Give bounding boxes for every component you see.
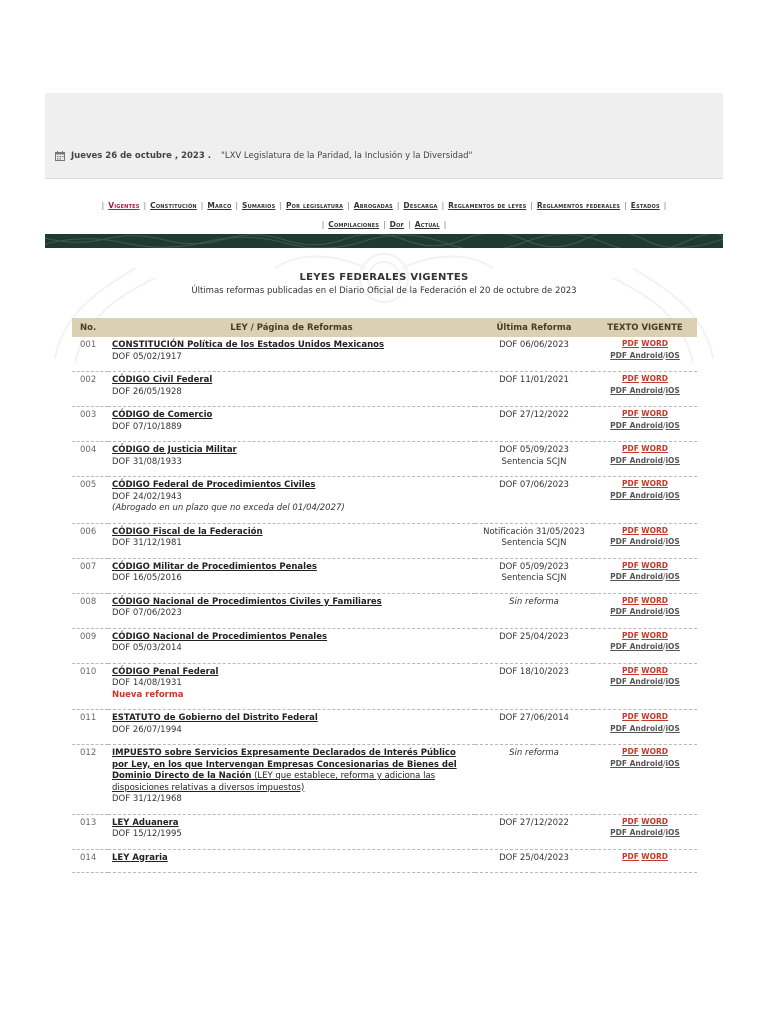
publication-date: DOF 16/05/2016 bbox=[112, 573, 182, 583]
current-date: Jueves 26 de octubre , 2023 . bbox=[71, 151, 211, 161]
last-reform-line: Notificación 31/05/2023 bbox=[483, 526, 585, 537]
link-slash: / bbox=[662, 677, 666, 686]
table-row bbox=[72, 745, 697, 815]
link-slash: / bbox=[662, 455, 666, 465]
word-link[interactable]: WORD bbox=[641, 525, 668, 535]
nav-link-constituci-n[interactable]: Constitución bbox=[150, 201, 197, 210]
last-reform bbox=[475, 593, 593, 628]
law-link[interactable] bbox=[112, 562, 317, 572]
last-reform bbox=[475, 849, 593, 873]
publication-date: DOF 31/12/1968 bbox=[112, 794, 182, 804]
link-slash: / bbox=[662, 607, 666, 616]
pdf-android-link[interactable]: PDF Android bbox=[610, 572, 663, 581]
table-row bbox=[72, 849, 697, 873]
law-name: de Gobierno del Distrito Federal bbox=[160, 713, 318, 723]
law-link[interactable] bbox=[112, 527, 263, 537]
download-line-2 bbox=[597, 420, 693, 432]
pdf-link[interactable]: PDF bbox=[622, 665, 639, 675]
texto-vigente-links bbox=[593, 407, 697, 442]
texto-vigente-links bbox=[593, 442, 697, 477]
law-number: 003 bbox=[72, 407, 108, 442]
header-ultima-reforma: Última Reforma bbox=[475, 318, 593, 337]
word-link[interactable]: WORD bbox=[641, 409, 668, 418]
law-name: de Justicia Militar bbox=[149, 445, 237, 455]
link-slash: / bbox=[662, 350, 666, 360]
download-line-2 bbox=[597, 758, 693, 770]
table-row bbox=[72, 628, 697, 663]
download-line-2 bbox=[597, 641, 693, 653]
word-link[interactable]: WORD bbox=[641, 816, 668, 826]
last-reform bbox=[475, 523, 593, 558]
nav-separator: | bbox=[143, 201, 147, 210]
nav-separator: | bbox=[624, 201, 627, 210]
last-reform-line: DOF 27/12/2022 bbox=[499, 817, 569, 828]
pdf-android-link[interactable]: PDF Android bbox=[610, 490, 663, 500]
header-ley: LEY / Página de Reformas bbox=[108, 318, 475, 337]
last-reform-line: DOF 06/06/2023 bbox=[499, 340, 569, 350]
law-link[interactable] bbox=[112, 713, 318, 723]
publication-date: DOF 26/05/1928 bbox=[112, 386, 182, 397]
nav-link-estados[interactable]: Estados bbox=[630, 201, 660, 210]
pdf-link[interactable]: PDF bbox=[622, 595, 639, 605]
law-cell bbox=[108, 523, 475, 558]
link-slash: / bbox=[662, 758, 666, 768]
law-link[interactable] bbox=[112, 853, 168, 863]
nav-link-compilaciones[interactable]: Compilaciones bbox=[328, 220, 380, 229]
law-name: Penal Federal bbox=[149, 666, 219, 677]
table-row bbox=[72, 477, 697, 524]
law-cell bbox=[108, 407, 475, 442]
table-row bbox=[72, 337, 697, 372]
law-number: 001 bbox=[72, 337, 108, 372]
laws-table-body bbox=[72, 337, 697, 873]
law-number: 006 bbox=[72, 523, 108, 558]
new-reform-badge[interactable]: Nueva reforma bbox=[112, 689, 184, 700]
law-number: 004 bbox=[72, 442, 108, 477]
last-reform-line: DOF 07/06/2023 bbox=[499, 480, 569, 490]
law-link[interactable] bbox=[112, 632, 327, 642]
texto-vigente-links bbox=[593, 558, 697, 593]
law-link[interactable] bbox=[112, 375, 212, 385]
law-keyword: CÓDIGO bbox=[112, 666, 150, 677]
law-keyword: CÓDIGO bbox=[112, 596, 150, 607]
law-cell bbox=[108, 442, 475, 477]
law-number: 012 bbox=[72, 745, 108, 815]
law-number: 009 bbox=[72, 628, 108, 663]
download-line-1 bbox=[597, 443, 693, 455]
download-line-1 bbox=[597, 373, 693, 385]
pdf-android-link[interactable]: PDF Android bbox=[610, 677, 663, 686]
pdf-android-link[interactable]: PDF Android bbox=[610, 828, 663, 837]
legislature-text: "LXV Legislatura de la Paridad, la Inclusión y la Diversidad" bbox=[220, 151, 473, 161]
last-reform-line: DOF 27/06/2014 bbox=[499, 713, 569, 723]
pdf-android-link[interactable]: PDF Android bbox=[610, 420, 663, 430]
word-link[interactable]: WORD bbox=[641, 712, 668, 721]
last-reform-line: Sin reforma bbox=[509, 748, 559, 758]
header-band bbox=[45, 93, 723, 179]
law-name: Civil Federal bbox=[149, 375, 213, 385]
pdf-link[interactable]: PDF bbox=[622, 712, 639, 721]
ios-link[interactable]: iOS bbox=[665, 490, 680, 500]
ios-link[interactable]: iOS bbox=[665, 385, 680, 395]
pdf-android-link[interactable]: PDF Android bbox=[610, 723, 663, 733]
law-name: Política de los Estados Unidos Mexicanos bbox=[184, 340, 385, 350]
nav-separator: | bbox=[663, 201, 667, 210]
word-link[interactable]: WORD bbox=[641, 630, 668, 640]
header-no: No. bbox=[72, 318, 108, 337]
law-keyword: CÓDIGO bbox=[112, 480, 150, 490]
ios-link[interactable]: iOS bbox=[665, 537, 680, 546]
last-reform-line: Sentencia SCJN bbox=[501, 538, 567, 548]
law-description[interactable]: (LEY que establece, reforma y adiciona las disposiciones relativas a diversos impuestos) bbox=[112, 771, 436, 793]
link-slash: / bbox=[662, 828, 666, 837]
link-slash: / bbox=[662, 572, 666, 581]
nav-separator: | bbox=[530, 201, 533, 210]
law-name: sobre Servicios Expresamente Declarados de Interés Público por Ley, en los que Intervengan Empresas Concesionarias de Bienes del Dominio Directo de la Nación bbox=[112, 748, 457, 781]
law-cell bbox=[108, 337, 475, 372]
law-link[interactable] bbox=[112, 667, 218, 677]
page-subtitle: Últimas reformas publicadas en el Diario Oficial de la Federación el 20 de octubre de 2023 bbox=[191, 286, 577, 296]
table-row bbox=[72, 593, 697, 628]
pdf-link[interactable]: PDF bbox=[622, 444, 639, 453]
nav-link-reglamentos-federales[interactable]: Reglamentos federales bbox=[536, 201, 621, 210]
link-slash: / bbox=[662, 723, 666, 733]
pdf-link[interactable]: PDF bbox=[622, 525, 639, 535]
law-link[interactable] bbox=[112, 818, 179, 828]
law-cell bbox=[108, 849, 475, 873]
texto-vigente-links bbox=[593, 663, 697, 710]
ios-link[interactable]: iOS bbox=[665, 572, 680, 581]
law-keyword: CÓDIGO bbox=[112, 526, 150, 537]
last-reform bbox=[475, 745, 593, 815]
pdf-link[interactable]: PDF bbox=[622, 851, 639, 861]
nav-separator: | bbox=[383, 220, 386, 229]
download-line-2 bbox=[597, 490, 693, 502]
ios-link[interactable]: iOS bbox=[665, 677, 680, 686]
law-keyword: LEY bbox=[112, 852, 130, 863]
nav-separator: | bbox=[235, 201, 238, 210]
last-reform bbox=[475, 628, 593, 663]
ios-link[interactable]: iOS bbox=[665, 758, 680, 768]
download-line-2 bbox=[597, 455, 693, 467]
law-number: 014 bbox=[72, 849, 108, 873]
last-reform-line: Sentencia SCJN bbox=[501, 456, 567, 467]
nav-link-descarga[interactable]: Descarga bbox=[403, 201, 438, 210]
law-cell bbox=[108, 558, 475, 593]
last-reform bbox=[475, 372, 593, 407]
publication-date: DOF 05/02/1917 bbox=[112, 351, 182, 362]
pdf-link[interactable]: PDF bbox=[622, 374, 639, 383]
link-slash: / bbox=[662, 420, 666, 430]
nav-separator: | bbox=[101, 201, 105, 210]
last-reform-line: DOF 25/04/2023 bbox=[499, 852, 569, 863]
download-line-2 bbox=[597, 571, 693, 583]
nav-link-marco[interactable]: Marco bbox=[207, 201, 232, 210]
publication-date: DOF 24/02/1943 bbox=[112, 491, 182, 502]
nav-separator: | bbox=[347, 201, 350, 210]
link-slash: / bbox=[662, 642, 666, 651]
download-line-1 bbox=[597, 665, 693, 677]
last-reform bbox=[475, 407, 593, 442]
pdf-android-link[interactable]: PDF Android bbox=[610, 642, 663, 651]
law-cell bbox=[108, 628, 475, 663]
word-link[interactable]: WORD bbox=[641, 747, 668, 756]
last-reform bbox=[475, 558, 593, 593]
nav-link-por-legislatura[interactable]: Por legislatura bbox=[285, 201, 344, 210]
last-reform bbox=[475, 442, 593, 477]
pdf-link[interactable]: PDF bbox=[622, 630, 639, 640]
download-line-2 bbox=[597, 350, 693, 362]
law-number: 013 bbox=[72, 814, 108, 849]
law-number: 008 bbox=[72, 593, 108, 628]
law-cell bbox=[108, 745, 475, 815]
law-note: (Abrogado en un plazo que no exceda del 01/04/2027) bbox=[112, 503, 345, 513]
last-reform-line: DOF 05/09/2023 bbox=[499, 561, 569, 572]
law-cell bbox=[108, 814, 475, 849]
nav-separator: | bbox=[408, 220, 411, 229]
publication-date: DOF 07/10/1889 bbox=[112, 421, 182, 432]
ios-link[interactable]: iOS bbox=[665, 828, 680, 837]
law-name: Federal de Procedimientos Civiles bbox=[149, 480, 316, 490]
law-number: 010 bbox=[72, 663, 108, 710]
download-line-1 bbox=[597, 711, 693, 723]
law-name: Militar de Procedimientos Penales bbox=[149, 561, 317, 572]
word-link[interactable]: WORD bbox=[641, 851, 668, 861]
word-link[interactable]: WORD bbox=[641, 665, 668, 675]
pdf-android-link[interactable]: PDF Android bbox=[610, 758, 663, 768]
ios-link[interactable]: iOS bbox=[665, 723, 680, 733]
download-line-1 bbox=[597, 630, 693, 642]
download-line-1 bbox=[597, 816, 693, 828]
download-line-1 bbox=[597, 560, 693, 572]
download-line-2 bbox=[597, 827, 693, 839]
pdf-android-link[interactable]: PDF Android bbox=[610, 350, 663, 360]
law-name: Agraria bbox=[129, 852, 168, 863]
download-line-1 bbox=[597, 851, 693, 863]
last-reform-line: DOF 05/09/2023 bbox=[499, 445, 569, 455]
last-reform bbox=[475, 710, 593, 745]
download-line-2 bbox=[597, 676, 693, 688]
pdf-link[interactable]: PDF bbox=[622, 339, 639, 348]
table-row bbox=[72, 663, 697, 710]
word-link[interactable]: WORD bbox=[641, 374, 668, 383]
law-keyword: CÓDIGO bbox=[112, 561, 150, 572]
download-line-2 bbox=[597, 606, 693, 618]
law-cell bbox=[108, 372, 475, 407]
pdf-android-link[interactable]: PDF Android bbox=[610, 607, 663, 616]
law-name: Nacional de Procedimientos Penales bbox=[149, 631, 328, 642]
law-name: de Comercio bbox=[149, 410, 213, 420]
texto-vigente-links bbox=[593, 849, 697, 873]
pdf-android-link[interactable]: PDF Android bbox=[610, 385, 663, 395]
law-cell bbox=[108, 710, 475, 745]
download-line-1 bbox=[597, 408, 693, 420]
law-keyword: ESTATUTO bbox=[112, 713, 161, 723]
law-number: 011 bbox=[72, 710, 108, 745]
pdf-link[interactable]: PDF bbox=[622, 479, 639, 488]
texto-vigente-links bbox=[593, 372, 697, 407]
nav-separator: | bbox=[441, 201, 445, 210]
title-block bbox=[45, 272, 723, 296]
table-row bbox=[72, 558, 697, 593]
link-slash: / bbox=[662, 537, 666, 546]
table-row bbox=[72, 407, 697, 442]
last-reform-line: DOF 27/12/2022 bbox=[499, 410, 569, 420]
law-name: Fiscal de la Federación bbox=[149, 526, 263, 537]
top-navigation bbox=[45, 196, 723, 234]
page-title: LEYES FEDERALES VIGENTES bbox=[299, 272, 469, 283]
texto-vigente-links bbox=[593, 337, 697, 372]
texto-vigente-links bbox=[593, 523, 697, 558]
pdf-android-link[interactable]: PDF Android bbox=[610, 537, 663, 546]
download-line-1 bbox=[597, 746, 693, 758]
last-reform-line: DOF 11/01/2021 bbox=[499, 375, 569, 385]
word-link[interactable]: WORD bbox=[641, 479, 668, 488]
word-link[interactable]: WORD bbox=[641, 595, 668, 605]
law-name: Aduanera bbox=[129, 817, 179, 828]
law-keyword: LEY bbox=[112, 817, 130, 828]
texto-vigente-links bbox=[593, 814, 697, 849]
word-link[interactable]: WORD bbox=[641, 560, 668, 570]
publication-date: DOF 31/12/1981 bbox=[112, 538, 182, 548]
green-band bbox=[45, 234, 723, 248]
law-link[interactable] bbox=[112, 597, 382, 607]
nav-link-reglamentos-de-leyes[interactable]: Reglamentos de leyes bbox=[448, 201, 527, 210]
ios-link[interactable]: iOS bbox=[665, 607, 680, 616]
ios-link[interactable]: iOS bbox=[665, 350, 680, 360]
table-row bbox=[72, 814, 697, 849]
publication-date: DOF 15/12/1995 bbox=[112, 829, 182, 839]
texto-vigente-links bbox=[593, 710, 697, 745]
texto-vigente-links bbox=[593, 477, 697, 524]
nav-separator: | bbox=[200, 201, 204, 210]
band-pattern bbox=[45, 234, 723, 248]
link-slash: / bbox=[662, 385, 666, 395]
publication-date: DOF 05/03/2014 bbox=[112, 643, 182, 653]
last-reform-line: Sin reforma bbox=[509, 596, 559, 607]
law-name: Nacional de Procedimientos Civiles y Familiares bbox=[149, 596, 382, 607]
ios-link[interactable]: iOS bbox=[665, 642, 680, 651]
last-reform bbox=[475, 663, 593, 710]
link-slash: / bbox=[662, 490, 666, 500]
law-link[interactable] bbox=[112, 340, 384, 350]
law-link[interactable] bbox=[112, 410, 212, 420]
law-keyword: CÓDIGO bbox=[112, 631, 150, 642]
law-number: 002 bbox=[72, 372, 108, 407]
law-keyword: CÓDIGO bbox=[112, 410, 150, 420]
ios-link[interactable]: iOS bbox=[665, 420, 680, 430]
publication-date: DOF 14/08/1931 bbox=[112, 678, 182, 688]
last-reform-line: Sentencia SCJN bbox=[501, 573, 567, 583]
law-number: 007 bbox=[72, 558, 108, 593]
header-texto-vigente: TEXTO VIGENTE bbox=[593, 318, 697, 337]
texto-vigente-links bbox=[593, 745, 697, 815]
nav-link-abrogadas[interactable]: Abrogadas bbox=[353, 201, 393, 210]
last-reform-line: DOF 25/04/2023 bbox=[499, 631, 569, 642]
table-row bbox=[72, 523, 697, 558]
texto-vigente-links bbox=[593, 593, 697, 628]
download-line-1 bbox=[597, 525, 693, 537]
table-row bbox=[72, 442, 697, 477]
last-reform bbox=[475, 337, 593, 372]
law-keyword: IMPUESTO bbox=[112, 748, 162, 758]
publication-date: DOF 31/08/1933 bbox=[112, 456, 182, 467]
download-line-2 bbox=[597, 536, 693, 548]
download-line-1 bbox=[597, 478, 693, 490]
law-link[interactable] bbox=[112, 445, 237, 455]
law-keyword: CONSTITUCIÓN bbox=[112, 340, 185, 350]
word-link[interactable]: WORD bbox=[641, 339, 668, 348]
table-row bbox=[72, 372, 697, 407]
download-line-1 bbox=[597, 338, 693, 350]
pdf-link[interactable]: PDF bbox=[622, 409, 639, 418]
nav-separator: | bbox=[396, 201, 400, 210]
nav-link-actual[interactable]: Actual bbox=[414, 220, 440, 229]
law-keyword: CÓDIGO bbox=[112, 445, 150, 455]
word-link[interactable]: WORD bbox=[641, 444, 668, 453]
laws-table bbox=[72, 318, 697, 873]
last-reform bbox=[475, 477, 593, 524]
nav-row-2 bbox=[45, 215, 723, 234]
download-line-1 bbox=[597, 595, 693, 607]
table-row bbox=[72, 710, 697, 745]
nav-separator: | bbox=[443, 220, 447, 229]
publication-date: DOF 07/06/2023 bbox=[112, 608, 182, 618]
pdf-link[interactable]: PDF bbox=[622, 747, 639, 756]
nav-separator: | bbox=[279, 201, 282, 210]
law-cell bbox=[108, 477, 475, 524]
pdf-link[interactable]: PDF bbox=[622, 560, 639, 570]
pdf-android-link[interactable]: PDF Android bbox=[610, 455, 663, 465]
date-line bbox=[55, 151, 472, 161]
download-line-2 bbox=[597, 385, 693, 397]
download-line-2 bbox=[597, 723, 693, 735]
nav-link-sumarios[interactable]: Sumarios bbox=[241, 201, 276, 210]
texto-vigente-links bbox=[593, 628, 697, 663]
law-cell bbox=[108, 593, 475, 628]
nav-row-1 bbox=[45, 196, 723, 215]
table-header-row bbox=[72, 318, 697, 337]
last-reform bbox=[475, 814, 593, 849]
last-reform-line: DOF 18/10/2023 bbox=[499, 666, 569, 677]
publication-date: DOF 26/07/1994 bbox=[112, 724, 182, 735]
pdf-link[interactable]: PDF bbox=[622, 816, 639, 826]
calendar-icon bbox=[55, 151, 65, 161]
law-number: 005 bbox=[72, 477, 108, 524]
nav-link-dof[interactable]: Dof bbox=[389, 220, 405, 229]
law-link[interactable] bbox=[112, 480, 315, 490]
nav-link-vigentes[interactable]: Vigentes bbox=[108, 201, 140, 210]
nav-separator: | bbox=[321, 220, 325, 229]
law-keyword: CÓDIGO bbox=[112, 375, 150, 385]
law-cell bbox=[108, 663, 475, 710]
ios-link[interactable]: iOS bbox=[665, 455, 680, 465]
